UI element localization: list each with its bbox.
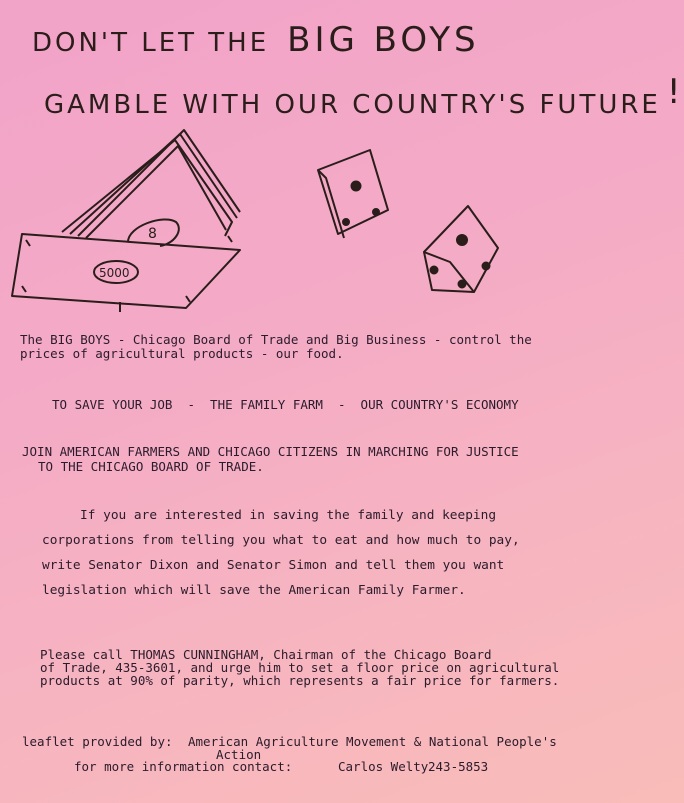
- join-line-2: TO THE CHICAGO BOARD OF TRADE.: [38, 459, 264, 474]
- contact-name: Carlos Welty: [338, 759, 429, 774]
- intro-line-2: prices of agricultural products - our food.: [20, 346, 344, 361]
- dice-icon: [318, 150, 498, 292]
- join-line-1: JOIN AMERICAN FARMERS AND CHICAGO CITIZENS IN MARCHING FOR JUSTICE: [22, 444, 519, 459]
- save-line: TO SAVE YOUR JOB - THE FAMILY FARM - OUR COUNTRY'S ECONOMY: [52, 397, 519, 412]
- contact-phone: 243-5853: [428, 759, 489, 774]
- headline-exclamation: !: [666, 72, 684, 112]
- headline-line-1: [32, 20, 480, 60]
- interest-line-2: corporations from telling you what to eat and how much to pay,: [42, 533, 520, 548]
- contact-label: for more information contact:: [74, 759, 293, 774]
- headline-dont-let-the: DON'T LET THE: [32, 28, 270, 58]
- coin-value: 8: [148, 226, 157, 242]
- headline-big-boys: BIG BOYS: [287, 20, 480, 60]
- call-line-1: Please call THOMAS CUNNINGHAM, Chairman of the Chicago Board: [40, 647, 492, 662]
- interest-line-4: legislation which will save the American Family Farmer.: [42, 583, 466, 598]
- interest-line-3: write Senator Dixon and Senator Simon and tell them you want: [42, 558, 505, 573]
- interest-line-1: If you are interested in saving the family and keeping: [80, 508, 497, 523]
- bill-amount: 5000: [99, 266, 130, 280]
- headline-line-2: [44, 72, 684, 122]
- headline-gamble: GAMBLE WITH OUR COUNTRY'S FUTURE: [44, 90, 661, 120]
- provided-by-org-line-1: American Agriculture Movement & National People's: [188, 734, 557, 749]
- provided-by-label: leaflet provided by:: [22, 734, 173, 749]
- money-stack-icon: [12, 130, 240, 312]
- provided-by-org-line-2: Action: [216, 747, 262, 762]
- call-line-3: products at 90% of parity, which represents a fair price for farmers.: [40, 673, 560, 688]
- call-line-2: of Trade, 435-3601, and urge him to set a floor price on agricultural: [40, 660, 560, 675]
- money-and-dice-illustration: [0, 120, 600, 320]
- intro-line-1: The BIG BOYS - Chicago Board of Trade and Big Business - control the: [20, 332, 532, 347]
